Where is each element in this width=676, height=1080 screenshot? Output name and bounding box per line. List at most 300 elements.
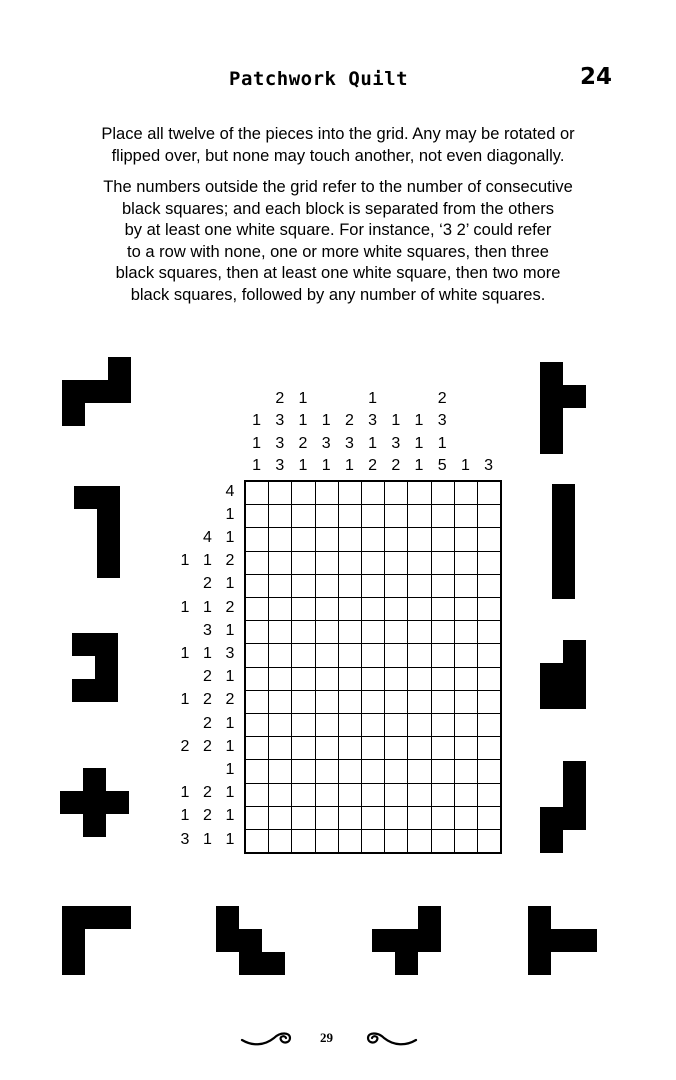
grid-cell[interactable] bbox=[362, 552, 385, 575]
grid-cell[interactable] bbox=[455, 575, 478, 598]
grid-cell[interactable] bbox=[316, 737, 339, 760]
piece-square bbox=[563, 784, 586, 807]
grid-cell[interactable] bbox=[408, 552, 431, 575]
grid-cell[interactable] bbox=[316, 714, 339, 737]
piece-square bbox=[95, 633, 118, 656]
grid-cell[interactable] bbox=[339, 552, 362, 575]
grid-cell[interactable] bbox=[408, 830, 431, 853]
grid-cell[interactable] bbox=[478, 737, 501, 760]
grid-cell[interactable] bbox=[339, 598, 362, 621]
instructions-line: flipped over, but none may touch another, not even diagonally. bbox=[111, 146, 565, 165]
grid-cell[interactable] bbox=[408, 644, 431, 667]
grid-cell[interactable] bbox=[455, 505, 478, 528]
column-clue: 3 bbox=[368, 412, 378, 429]
grid-cell[interactable] bbox=[269, 668, 292, 691]
piece-square bbox=[552, 576, 575, 599]
grid-cell[interactable] bbox=[478, 644, 501, 667]
piece-square bbox=[108, 906, 131, 929]
instructions-line: Place all twelve of the pieces into the grid. Any may be rotated or bbox=[101, 125, 575, 143]
grid-cell[interactable] bbox=[316, 830, 339, 853]
column-clue: 2 bbox=[368, 457, 378, 474]
grid-cell[interactable] bbox=[292, 552, 315, 575]
grid-cell[interactable] bbox=[408, 760, 431, 783]
piece-square bbox=[97, 509, 120, 532]
grid-cell[interactable] bbox=[432, 621, 455, 644]
row-clue: 2 bbox=[203, 714, 212, 732]
grid-cell[interactable] bbox=[432, 528, 455, 551]
row-clue: 2 bbox=[203, 575, 212, 593]
grid-cell[interactable] bbox=[246, 552, 269, 575]
row-clue: 1 bbox=[225, 621, 235, 639]
puzzle-title: Patchwork Quilt bbox=[229, 68, 409, 90]
column-clue: 1 bbox=[344, 457, 354, 474]
grid-cell[interactable] bbox=[362, 714, 385, 737]
grid-cell[interactable] bbox=[292, 668, 315, 691]
grid-cell[interactable] bbox=[316, 621, 339, 644]
grid-cell[interactable] bbox=[408, 575, 431, 598]
row-clue: 1 bbox=[225, 529, 235, 546]
grid-cell[interactable] bbox=[478, 528, 501, 551]
grid-cell[interactable] bbox=[455, 644, 478, 667]
column-clue: 3 bbox=[275, 457, 285, 474]
grid-cell[interactable] bbox=[269, 691, 292, 714]
column-clue: 1 bbox=[368, 434, 378, 452]
grid-cell[interactable] bbox=[292, 737, 315, 760]
grid-cell[interactable] bbox=[339, 807, 362, 830]
piece-square bbox=[72, 679, 95, 702]
grid-cell[interactable] bbox=[316, 760, 339, 783]
grid-cell[interactable] bbox=[478, 691, 501, 714]
piece-square bbox=[239, 929, 262, 952]
grid-cell[interactable] bbox=[385, 575, 408, 598]
piece-square bbox=[563, 385, 586, 408]
piece-square bbox=[540, 830, 563, 853]
piece-square bbox=[62, 906, 85, 929]
grid-cell[interactable] bbox=[246, 807, 269, 830]
piece-square bbox=[418, 929, 441, 952]
grid-cell[interactable] bbox=[362, 830, 385, 853]
grid-cell[interactable] bbox=[316, 807, 339, 830]
grid-cell[interactable] bbox=[455, 668, 478, 691]
grid-cell[interactable] bbox=[339, 621, 362, 644]
column-clue: 1 bbox=[252, 434, 262, 452]
row-clue: 1 bbox=[225, 784, 235, 802]
column-clue: 1 bbox=[391, 412, 401, 429]
grid-cell[interactable] bbox=[455, 598, 478, 621]
grid-cell[interactable] bbox=[432, 598, 455, 621]
piece-square bbox=[62, 380, 85, 403]
piece-square bbox=[372, 929, 395, 952]
row-clue: 2 bbox=[225, 552, 235, 570]
grid-cell[interactable] bbox=[385, 737, 408, 760]
piece-square bbox=[552, 507, 575, 530]
column-clue: 1 bbox=[321, 457, 331, 474]
column-clue: 1 bbox=[460, 457, 470, 474]
grid-cell[interactable] bbox=[339, 575, 362, 598]
grid-cell[interactable] bbox=[292, 621, 315, 644]
grid-cell[interactable] bbox=[269, 598, 292, 621]
row-clue: 1 bbox=[225, 575, 235, 593]
grid-cell[interactable] bbox=[339, 784, 362, 807]
grid-cell[interactable] bbox=[292, 760, 315, 783]
grid-cell[interactable] bbox=[362, 737, 385, 760]
piece-square bbox=[97, 555, 120, 578]
column-clue: 1 bbox=[414, 434, 424, 452]
instructions-line: black squares, followed by any number of white squares. bbox=[130, 285, 546, 304]
grid-cell[interactable] bbox=[432, 505, 455, 528]
column-clue: 2 bbox=[437, 389, 447, 407]
piece-square bbox=[62, 929, 85, 952]
grid-cell[interactable] bbox=[246, 505, 269, 528]
grid-cell[interactable] bbox=[339, 737, 362, 760]
row-clue: 1 bbox=[180, 645, 190, 662]
page-number: 29 bbox=[320, 1030, 333, 1045]
column-clue: 3 bbox=[437, 412, 447, 429]
grid-cell[interactable] bbox=[362, 807, 385, 830]
piece-square bbox=[60, 791, 83, 814]
column-clue: 1 bbox=[321, 412, 331, 429]
grid-cell[interactable] bbox=[408, 598, 431, 621]
column-clue: 1 bbox=[252, 457, 262, 474]
piece-square bbox=[216, 929, 239, 952]
grid-cell[interactable] bbox=[339, 830, 362, 853]
row-clue: 1 bbox=[225, 807, 235, 825]
grid-cell[interactable] bbox=[339, 668, 362, 691]
grid-cell[interactable] bbox=[455, 552, 478, 575]
grid-cell[interactable] bbox=[339, 644, 362, 667]
grid-cell[interactable] bbox=[362, 575, 385, 598]
grid-cell[interactable] bbox=[292, 644, 315, 667]
grid-cell[interactable] bbox=[455, 691, 478, 714]
grid-cell[interactable] bbox=[362, 598, 385, 621]
grid-cell[interactable] bbox=[478, 575, 501, 598]
grid-cell[interactable] bbox=[316, 482, 339, 505]
piece-square bbox=[540, 663, 563, 686]
grid-cell[interactable] bbox=[316, 598, 339, 621]
piece-square bbox=[528, 906, 551, 929]
grid-cell[interactable] bbox=[432, 691, 455, 714]
row-clue: 1 bbox=[225, 505, 235, 523]
column-clue: 1 bbox=[414, 412, 424, 429]
grid-cell[interactable] bbox=[246, 737, 269, 760]
piece-square bbox=[395, 929, 418, 952]
grid-cell[interactable] bbox=[408, 528, 431, 551]
column-clue: 3 bbox=[391, 434, 401, 452]
piece-square bbox=[563, 686, 586, 709]
row-clue: 1 bbox=[180, 784, 190, 802]
grid-cell[interactable] bbox=[316, 668, 339, 691]
piece-square bbox=[540, 807, 563, 830]
grid-cell[interactable] bbox=[432, 807, 455, 830]
row-clue: 1 bbox=[225, 668, 235, 686]
column-clue: 3 bbox=[344, 434, 354, 452]
row-clue: 2 bbox=[203, 691, 212, 709]
puzzle-number: 24 bbox=[579, 64, 612, 90]
row-clue: 2 bbox=[203, 784, 212, 802]
column-clue: 3 bbox=[484, 457, 494, 474]
piece-square bbox=[540, 362, 563, 385]
row-clue: 1 bbox=[203, 598, 212, 616]
piece-square bbox=[551, 929, 574, 952]
grid-cell[interactable] bbox=[269, 482, 292, 505]
piece-square bbox=[108, 380, 131, 403]
grid-cell[interactable] bbox=[339, 760, 362, 783]
row-clue: 3 bbox=[225, 645, 235, 662]
piece-square bbox=[85, 380, 108, 403]
grid-cell[interactable] bbox=[455, 807, 478, 830]
grid-cell[interactable] bbox=[339, 691, 362, 714]
grid-cell[interactable] bbox=[408, 737, 431, 760]
column-clue: 2 bbox=[344, 412, 354, 429]
grid-cell[interactable] bbox=[246, 784, 269, 807]
piece-square bbox=[563, 640, 586, 663]
row-clue: 1 bbox=[180, 598, 190, 616]
grid-cell[interactable] bbox=[408, 691, 431, 714]
left-swirl-ornament bbox=[238, 1024, 298, 1048]
piece-square bbox=[106, 791, 129, 814]
piece-square bbox=[418, 906, 441, 929]
row-clue: 2 bbox=[203, 807, 212, 825]
grid-cell[interactable] bbox=[408, 668, 431, 691]
grid-cell[interactable] bbox=[269, 528, 292, 551]
grid-cell[interactable] bbox=[339, 714, 362, 737]
row-clue: 2 bbox=[225, 598, 235, 616]
column-clue: 2 bbox=[275, 389, 285, 407]
grid-cell[interactable] bbox=[292, 830, 315, 853]
grid-cell[interactable] bbox=[432, 668, 455, 691]
grid-cell[interactable] bbox=[269, 830, 292, 853]
grid-cell[interactable] bbox=[455, 621, 478, 644]
grid-cell[interactable] bbox=[362, 784, 385, 807]
column-clue: 1 bbox=[298, 457, 308, 474]
grid-cell[interactable] bbox=[269, 760, 292, 783]
piece-square bbox=[62, 403, 85, 426]
grid-cell[interactable] bbox=[362, 505, 385, 528]
grid-cell[interactable] bbox=[316, 505, 339, 528]
grid-cell[interactable] bbox=[269, 575, 292, 598]
piece-square bbox=[239, 952, 262, 975]
column-clue: 3 bbox=[275, 412, 285, 429]
grid-cell[interactable] bbox=[246, 830, 269, 853]
grid-cell[interactable] bbox=[478, 784, 501, 807]
grid-cell[interactable] bbox=[432, 482, 455, 505]
instructions-line: black squares, then at least one white square, then two more bbox=[115, 264, 561, 282]
piece-square bbox=[540, 431, 563, 454]
grid-cell[interactable] bbox=[385, 784, 408, 807]
piece-square bbox=[216, 906, 239, 929]
grid-cell[interactable] bbox=[385, 760, 408, 783]
grid-cell[interactable] bbox=[408, 482, 431, 505]
grid-cell[interactable] bbox=[362, 528, 385, 551]
grid-cell[interactable] bbox=[385, 621, 408, 644]
grid-cell[interactable] bbox=[385, 505, 408, 528]
piece-square bbox=[97, 532, 120, 555]
grid-cell[interactable] bbox=[246, 528, 269, 551]
row-clue: 1 bbox=[203, 645, 212, 662]
instructions-line: to a row with none, one or more white squares, then three bbox=[127, 242, 549, 261]
grid-cell[interactable] bbox=[478, 807, 501, 830]
grid-cell[interactable] bbox=[478, 668, 501, 691]
piece-square bbox=[540, 686, 563, 709]
grid-cell[interactable] bbox=[478, 598, 501, 621]
row-clue: 1 bbox=[225, 830, 235, 848]
right-swirl-ornament bbox=[360, 1024, 420, 1048]
piece-square bbox=[85, 906, 108, 929]
grid-cell[interactable] bbox=[269, 737, 292, 760]
grid-cell[interactable] bbox=[408, 784, 431, 807]
grid-cell[interactable] bbox=[292, 691, 315, 714]
column-clue: 5 bbox=[437, 457, 447, 474]
grid-cell[interactable] bbox=[269, 505, 292, 528]
grid-cell[interactable] bbox=[455, 760, 478, 783]
piece-square bbox=[95, 679, 118, 702]
piece-square bbox=[552, 553, 575, 576]
grid-cell[interactable] bbox=[362, 644, 385, 667]
piece-square bbox=[83, 814, 106, 837]
grid-cell[interactable] bbox=[385, 598, 408, 621]
grid-cell[interactable] bbox=[316, 691, 339, 714]
grid-cell[interactable] bbox=[385, 644, 408, 667]
grid-cell[interactable] bbox=[339, 482, 362, 505]
grid-cell[interactable] bbox=[455, 714, 478, 737]
grid-cell[interactable] bbox=[269, 552, 292, 575]
grid-cell[interactable] bbox=[362, 482, 385, 505]
row-clue: 2 bbox=[180, 737, 190, 755]
grid-cell[interactable] bbox=[432, 760, 455, 783]
row-clue: 4 bbox=[225, 482, 235, 500]
grid-cell[interactable] bbox=[292, 714, 315, 737]
grid-cell[interactable] bbox=[246, 760, 269, 783]
row-clue: 3 bbox=[180, 830, 190, 848]
grid-cell[interactable] bbox=[385, 552, 408, 575]
grid-cell[interactable] bbox=[316, 528, 339, 551]
grid-cell[interactable] bbox=[478, 760, 501, 783]
grid-cell[interactable] bbox=[339, 505, 362, 528]
grid-cell[interactable] bbox=[455, 482, 478, 505]
grid-cell[interactable] bbox=[316, 575, 339, 598]
grid-cell[interactable] bbox=[478, 621, 501, 644]
grid-cell[interactable] bbox=[246, 598, 269, 621]
column-clue: 3 bbox=[275, 434, 285, 452]
grid-cell[interactable] bbox=[292, 505, 315, 528]
grid-cell[interactable] bbox=[385, 807, 408, 830]
grid-cell[interactable] bbox=[292, 482, 315, 505]
grid-cell[interactable] bbox=[246, 691, 269, 714]
piece-square bbox=[83, 768, 106, 791]
grid-cell[interactable] bbox=[316, 644, 339, 667]
grid-cell[interactable] bbox=[432, 830, 455, 853]
grid-cell[interactable] bbox=[455, 737, 478, 760]
grid-cell[interactable] bbox=[246, 714, 269, 737]
row-clue: 2 bbox=[225, 691, 235, 709]
grid-cell[interactable] bbox=[385, 830, 408, 853]
row-clue: 1 bbox=[203, 552, 212, 570]
column-clue: 1 bbox=[414, 457, 424, 474]
grid-cell[interactable] bbox=[362, 760, 385, 783]
column-clue: 1 bbox=[252, 412, 262, 429]
instructions-line: The numbers outside the grid refer to the number of consecutive bbox=[103, 178, 573, 196]
grid-cell[interactable] bbox=[292, 598, 315, 621]
grid-cell[interactable] bbox=[432, 575, 455, 598]
piece-square bbox=[83, 791, 106, 814]
grid-cell[interactable] bbox=[385, 668, 408, 691]
grid-cell[interactable] bbox=[455, 784, 478, 807]
grid-cell[interactable] bbox=[292, 807, 315, 830]
grid-cell[interactable] bbox=[246, 575, 269, 598]
piece-square bbox=[563, 663, 586, 686]
grid-cell[interactable] bbox=[455, 528, 478, 551]
grid-cell[interactable] bbox=[478, 505, 501, 528]
grid-cell[interactable] bbox=[385, 714, 408, 737]
piece-square bbox=[62, 952, 85, 975]
grid-cell[interactable] bbox=[246, 621, 269, 644]
grid-cell[interactable] bbox=[246, 668, 269, 691]
column-clue: 1 bbox=[368, 389, 378, 407]
grid-cell[interactable] bbox=[408, 505, 431, 528]
grid-cell[interactable] bbox=[269, 644, 292, 667]
grid-cell[interactable] bbox=[432, 644, 455, 667]
column-clue: 3 bbox=[321, 434, 331, 452]
instructions-line: by at least one white square. For instance, ‘3 2’ could refer bbox=[124, 221, 552, 239]
piece-square bbox=[528, 929, 551, 952]
grid-cell[interactable] bbox=[316, 784, 339, 807]
grid-cell[interactable] bbox=[385, 691, 408, 714]
instructions-paragraph-2 bbox=[50, 177, 626, 306]
grid-cell[interactable] bbox=[246, 482, 269, 505]
grid-cell[interactable] bbox=[432, 552, 455, 575]
grid-cell[interactable] bbox=[292, 784, 315, 807]
piece-square bbox=[395, 952, 418, 975]
grid-cell[interactable] bbox=[478, 482, 501, 505]
grid-cell[interactable] bbox=[269, 807, 292, 830]
row-clue: 1 bbox=[225, 737, 235, 755]
column-clue: 1 bbox=[298, 389, 308, 407]
grid-cell[interactable] bbox=[362, 621, 385, 644]
grid-cell[interactable] bbox=[408, 714, 431, 737]
grid-cell[interactable] bbox=[478, 552, 501, 575]
grid-cell[interactable] bbox=[455, 830, 478, 853]
grid-cell[interactable] bbox=[269, 714, 292, 737]
grid-cell[interactable] bbox=[478, 714, 501, 737]
piece-square bbox=[74, 486, 97, 509]
grid-cell[interactable] bbox=[246, 644, 269, 667]
grid-cell[interactable] bbox=[362, 668, 385, 691]
instructions-paragraph-1 bbox=[50, 124, 626, 167]
piece-square bbox=[262, 952, 285, 975]
grid-cell[interactable] bbox=[292, 528, 315, 551]
grid-cell[interactable] bbox=[339, 528, 362, 551]
row-clue: 2 bbox=[203, 737, 212, 755]
row-clue: 3 bbox=[203, 621, 212, 639]
grid-cell[interactable] bbox=[408, 621, 431, 644]
grid-cell[interactable] bbox=[385, 528, 408, 551]
grid-cell[interactable] bbox=[269, 784, 292, 807]
grid-cell[interactable] bbox=[432, 737, 455, 760]
grid-cell[interactable] bbox=[432, 784, 455, 807]
grid-cell[interactable] bbox=[362, 691, 385, 714]
grid-cell[interactable] bbox=[292, 575, 315, 598]
grid-cell[interactable] bbox=[478, 830, 501, 853]
grid-cell[interactable] bbox=[432, 714, 455, 737]
grid-cell[interactable] bbox=[316, 552, 339, 575]
row-clue: 1 bbox=[180, 691, 190, 709]
row-clue: 2 bbox=[203, 668, 212, 686]
piece-square bbox=[574, 929, 597, 952]
row-clue: 1 bbox=[225, 714, 235, 732]
grid-cell[interactable] bbox=[385, 482, 408, 505]
grid-cell[interactable] bbox=[408, 807, 431, 830]
grid-cell[interactable] bbox=[269, 621, 292, 644]
